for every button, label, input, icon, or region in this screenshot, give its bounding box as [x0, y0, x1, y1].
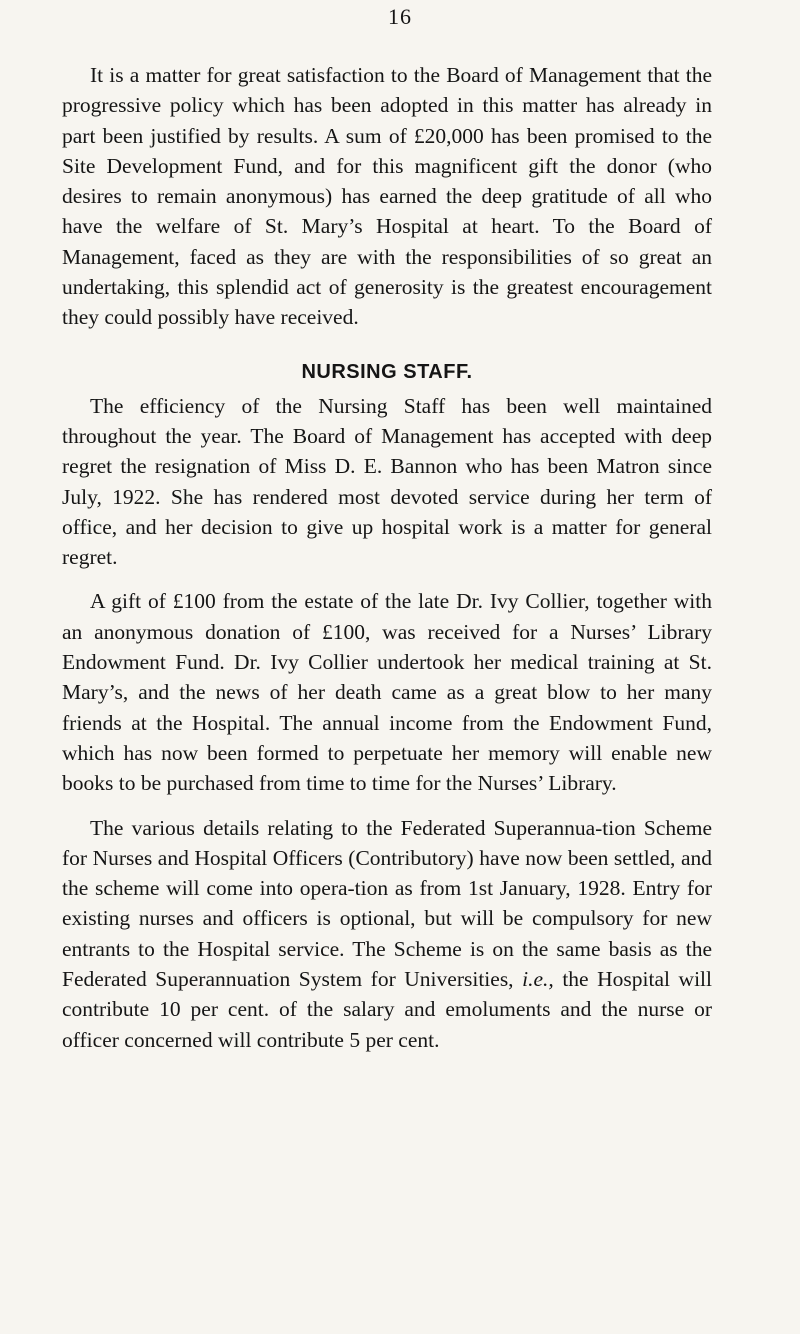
- paragraph-library-endowment: A gift of £100 from the estate of the late Dr. Ivy Collier, together with an anonymous donation of £100, was received for a Nurses’ Library Endowment Fund. Dr. Ivy Collier undertook her medical training at St. Mary’s, and the news of her death came as a great blow to her many friends at the Hospital. The annual income from the Endowment Fund, which has now been formed to perpetuate her memory will enable new books to be purchased from time to time for the Nurses’ Library.: [62, 589, 712, 796]
- page-number: 16: [388, 4, 412, 29]
- superannuation-text-end: the Hospital will contribute 10 per cent. of the salary and emoluments and the nurse or officer concerned will contribute 5 per cent.: [62, 967, 712, 1052]
- document-body: [62, 60, 712, 1055]
- paragraph-site-development-fund: It is a matter for great satisfaction to the Board of Management that the progressive policy which has been adopted in this matter has already in part been justified by results. A sum of £20,000 has been promised to the Site Development Fund, and for this magnificent gift the donor (who desires to remain anonymous) has earned the deep gratitude of all who have the welfare of St. Mary’s Hospital at heart. To the Board of Management, faced as they are with the responsibilities of so great an undertaking, this splendid act of generosity is the greatest encouragement they could possibly have received.: [62, 63, 712, 330]
- section-heading-nursing-staff: NURSING STAFF.: [301, 360, 473, 383]
- paragraph-nursing-efficiency: The efficiency of the Nursing Staff has been well maintained throughout the year. The Board of Management has accepted with deep regret the resignation of Miss D. E. Bannon who has been Matron since July, 1922. She has rendered most devoted service during her term of office, and her decision to give up hospital work is a matter for general regret.: [62, 393, 712, 570]
- superannuation-italic-ie: i.e.,: [522, 967, 554, 992]
- superannuation-text-start: The various details relating to the Federated Superannua-tion Scheme for Nurses and Hospital Officers (Contributory) have now been settled, and the scheme will come into opera-tion as from 1st January, 1928. Entry for existing nurses and officers is optional, but will be compulsory for new entrants to the Hospital service. The Scheme is on the same basis as the Federated Superannuation System for Universities,: [62, 815, 712, 992]
- paragraph-superannuation-scheme: [62, 813, 712, 1055]
